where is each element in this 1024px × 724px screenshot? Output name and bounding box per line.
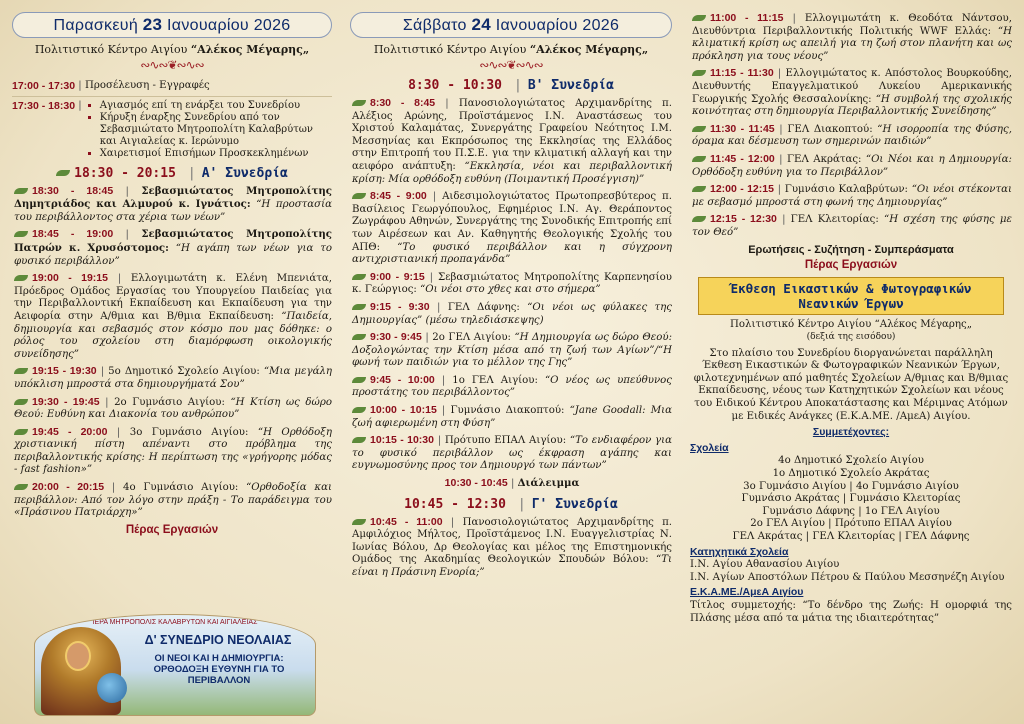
list-item: 19:00 - 19:15 | Ελλογιμωτάτη κ. Ελένη Μπενιάτα, Πρόεδρος Ομάδος Εργασίας του Υπουργείου Παιδείας για την Περιβαλλοντική Εκπαίδευση και Εκπαίδευση για την Αειφορία στην Α/θμια και Β/θμια Εκπαίδευση: “Παιδεία, δημιουργία και σεβασμός στον κόσμο που μας δόθηκε: ο ρόλος του σχολείου στη διαμόρφωση οικολογικής συνείδησης” xyxy=(14,272,332,360)
list-item: 12:00 - 12:15 | Γυμνάσιο Καλαβρύτων: “Οι νέοι στέκονται με σεβασμό μπροστά στη φωνή της Δημιουργίας” xyxy=(692,183,1012,208)
talk-title: “Ο νέος ως υπεύθυνος προστάτης του περιβάλλοντος” xyxy=(352,374,672,399)
time: 9:30 - 9:45 xyxy=(370,331,422,344)
speaker: 2ο ΓΕΛ Αιγίου: xyxy=(432,332,511,344)
schools-block xyxy=(690,442,1012,456)
leaf-icon xyxy=(352,193,366,199)
venue xyxy=(12,43,332,56)
session-time: 8:30 - 10:30 xyxy=(408,78,502,93)
session-b-header: 8:30 - 10:30 | Β' Συνεδρία xyxy=(408,78,614,93)
divider xyxy=(12,96,332,97)
speaker: 3ο Γυμνάσιο Αιγίου: xyxy=(129,426,249,438)
break-text: Διάλειμμα xyxy=(517,477,580,490)
talk-title: “Παιδεία, δημιουργία και σεβασμός στον κόσμο που μας δόθηκε: ο ρόλος του σχολείου στη διαμόρφωση οικολογικής συνείδησης” xyxy=(14,310,332,360)
list-item: 18:30 - 18:45 | Σεβασμιώτατος Μητροπολίτης Δημητριάδος και Αλμυρού κ. Ιγνάτιος: “Η προστασία του περιβάλλοντος στα χέρια των νέων” xyxy=(14,184,332,223)
session-a-header xyxy=(12,166,332,181)
ornament-divider: ∾∿∾❦∾∿∾ xyxy=(479,58,543,72)
leaf-icon xyxy=(352,304,366,310)
session-label: Α' Συνεδρία xyxy=(201,165,288,181)
talk-title: “Η κλιματική κρίση ως απειλή για τη ζωή στον πλανήτη και ως πρόκληση για τους νέους” xyxy=(692,25,1012,62)
list-item: 19:45 - 20:00 | 3ο Γυμνάσιο Αιγίου: “Η Ορθόδοξη χριστιανική πίστη απέναντι στο πρόβλημα της περιβαλλοντικής κρίσης: Η περίπτωση της «γρήγορης μόδας - fast fashion»” xyxy=(14,425,332,476)
time: 19:15 - 19:30 xyxy=(32,365,97,378)
discussion-label: Ερωτήσεις - Συζήτηση - Συμπεράσματα xyxy=(748,243,954,256)
item-text: Κήρυξη έναρξης Συνεδρίου από τον Σεβασμιώτατο Μητροπολίτη Καλαβρύτων και Αιγιαλείας κ. Ιερώνυμο xyxy=(99,111,313,147)
list-item xyxy=(100,148,332,160)
speaker: ΓΕΛ Κλειτορίας: xyxy=(790,214,879,226)
talk-title: “Η συμβολή της σχολικής κοινότητας στη δημιουργία Περιβαλλοντικής Συνείδησης” xyxy=(692,93,1012,118)
friday-header xyxy=(12,12,332,38)
divider: | xyxy=(78,99,82,111)
speaker: Σεβασμιώτατος Μητροπολίτης Πατρών κ. Χρυσόστομος: xyxy=(14,228,332,254)
talk-title: “Ορθοδοξία και περιβάλλον: Από τον λόγο στην πράξη - Το παράδειγμα του «Πράσινου Πατριάρχη»” xyxy=(14,482,332,519)
list-item: 10:00 - 10:15 | Γυμνάσιο Διακοπτού: “Jane Goodall: Μια ζωή αφιερωμένη στη Φύση” xyxy=(352,404,672,429)
speaker: ΓΕΛ Ακράτας: xyxy=(786,153,862,165)
opening-list xyxy=(82,100,332,160)
leaf-icon xyxy=(352,407,366,413)
time: 9:15 - 9:30 xyxy=(370,300,430,313)
talk-title: “Εκκλησία, νέοι και περιβαλλοντική κρίση: Μία ορθόδοξη ευθύνη (Ποιμαντική Προσέγγιση)” xyxy=(352,160,672,185)
ekame-label: Ε.Κ.Α.ΜΕ./ΑμεΑ Αιγίου xyxy=(690,586,804,599)
opening-row xyxy=(12,100,332,160)
list-item: 9:30 - 9:45 | 2ο ΓΕΛ Αιγίου: “Η Δημιουργία ως δώρο Θεού: Δοξολογώντας την Κτίση μέσα από τη ζωή των Αγίων”/“Η φωνή των παιδιών για το μέλλον της Γης” xyxy=(352,331,672,369)
time: 11:45 - 12:00 xyxy=(710,152,775,165)
month-year: Ιανουαρίου 2026 xyxy=(495,17,620,34)
list-item: 9:00 - 9:15 | Σεβασμιώτατος Μητροπολίτης Καρπενησίου κ. Γεώργιος: “Οι νέοι στο χθες και στο σήμερα” xyxy=(352,270,672,296)
talk-title: “Οι νέοι ως φύλακες της Δημιουργίας” (μέσω τηλεδιάσκεψης) xyxy=(352,301,672,326)
school-line: Γυμνάσιο Ακράτας | Γυμνάσιο Κλειτορίας xyxy=(741,493,961,505)
time: 9:00 - 9:15 xyxy=(370,270,425,283)
time: 12:00 - 12:15 xyxy=(710,183,774,196)
day-number: 24 xyxy=(471,15,491,34)
talk-title: “Οι νέοι στέκονται με σεβασμό μπροστά στη φωνή της Δημιουργίας” xyxy=(692,184,1012,208)
talk-title: “Τι είναι η Πράσινη Ενορία;” xyxy=(352,554,672,578)
speaker: 4ο Γυμνάσιο Αιγίου: xyxy=(123,482,239,494)
talk-title: “Η προστασία του περιβάλλοντος στα χέρια των νέων” xyxy=(14,199,332,223)
talk-title: “Η Δημιουργία ως δώρο Θεού: Δοξολογώντας την Κτίση μέσα από τη ζωή των Αγίων”/“Η φωνή των παιδιών για το μέλλον της Γης” xyxy=(352,332,672,369)
leaf-icon xyxy=(14,368,28,374)
day-number: 23 xyxy=(142,15,163,34)
speaker: Σεβασμιώτατος Μητροπολίτης Καρπενησίου κ. Γεώργιος: xyxy=(352,271,672,296)
speaker: 1ο ΓΕΛ Αιγίου: xyxy=(452,374,538,386)
speaker: Αιδεσιμολογιώτατος Πρωτοπρεσβύτερος π. Βασίλειος Γεωργόπουλος, Εφημέριος Ι.Ν. Αγ. Θεράποντος Ζωγράφου Αθηνών, Συνεργάτης της Συνοδικής Επιτροπής επί των Αιρέσεων και Αν. Καθηγητής Θεολογικής Σχολής του ΑΠΘ: xyxy=(352,191,672,253)
time: 10:30 - 10:45 xyxy=(444,477,508,490)
list-item: 9:15 - 9:30 | ΓΕΛ Δάφνης: “Οι νέοι ως φύλακες της Δημιουργίας” (μέσω τηλεδιάσκεψης) xyxy=(352,300,672,326)
talk-title: “Οι νέοι στο χθες και στο σήμερα” xyxy=(420,284,601,296)
session-label: Β' Συνεδρία xyxy=(527,78,614,93)
leaf-icon xyxy=(692,70,706,76)
talk-title: “Μια μεγάλη υπόκλιση μπροστά στα δημιουργήματά Σου” xyxy=(14,366,332,390)
list-item xyxy=(100,100,332,112)
time: 19:00 - 19:15 xyxy=(32,272,108,285)
speaker: Πρότυπο ΕΠΑΛ Αιγίου: xyxy=(444,435,567,447)
talk-title: “Η Ορθόδοξη χριστιανική πίστη απέναντι στο πρόβλημα της περιβαλλοντικής κρίσης: Η περίπτωση της «γρήγορης μόδας - fast fashion»” xyxy=(14,426,332,476)
list-item: 10:45 - 11:00 | Πανοσιολογιώτατος Αρχιμανδρίτης π. Αμφιλόχιος Μήλτος, Προϊστάμενος Ι.Ν. Ευαγγελιστρίας Ν. Ιωνίας Βόλου, Δρ Θεολογίας και μέλος της Επιστημονικής Ομάδος της Ακαδημίας Θεολογικών Σπουδών Βόλου: “Τι είναι η Πράσινη Ενορία;” xyxy=(352,515,672,578)
leaf-icon xyxy=(14,484,28,490)
speaker: Γυμνάσιο Καλαβρύτων: xyxy=(784,184,908,196)
item-text: Αγιασμός επί τη ενάρξει του Συνεδρίου xyxy=(99,99,301,111)
session-c-header: 10:45 - 12:30 | Γ' Συνεδρία xyxy=(404,496,618,512)
talk-title: “Η σχέση της φύσης με τον Θεό” xyxy=(692,214,1012,238)
leaf-icon xyxy=(692,186,706,192)
venue-prefix: Πολιτιστικό Κέντρο Αιγίου xyxy=(34,43,188,56)
time: 20:00 - 20:15 xyxy=(32,481,105,494)
school-line: 1ο Δημοτικό Σχολείο Ακράτας xyxy=(772,468,930,480)
talk-title: “Οι Νέοι και η Δημιουργία: Ορθόδοξη ευθύνη για το Περιβάλλον” xyxy=(692,153,1012,178)
school-line: 3ο Γυμνάσιο Αιγίου | 4ο Γυμνάσιο Αιγίου xyxy=(743,480,959,492)
list-item: 11:00 - 11:15 | Ελλογιμωτάτη κ. Θεοδότα Νάντσου, Διευθύντρια Περιβαλλοντικής Πολιτικής WWF Ελλάς: “Η κλιματική κρίση ως απειλή για τη ζωή στον πλανήτη και ως πρόκληση για τους νέους” xyxy=(692,12,1012,62)
speaker: Πανοσιολογιώτατος Αρχιμανδρίτης π. Αλέξιος Αρώνης, Προϊστάμενος Ι.Ν. Αναστάσεως του Χριστού Καλαμάτας, Συνεργάτης Γραφείου Νεότητος Ι.Μ. Μεσσηνίας και Εκπρόσωπος της Εκκλησίας της Ελλάδος στην Επιτροπή του Π.Σ.Ε. για την κλιματική αλλαγή και την αειφόρο ανάπτυξη: xyxy=(352,98,672,172)
friday-talks xyxy=(12,185,332,520)
leaf-icon xyxy=(352,519,366,525)
session-label: Γ' Συνεδρία xyxy=(531,496,618,512)
school-line: Γυμνάσιο Δάφνης | 1ο ΓΕΛ Αιγίου xyxy=(762,505,940,517)
break-row: 10:30 - 10:45 | Διάλειμμα xyxy=(444,477,580,490)
icon-face xyxy=(65,641,91,671)
day-name: Παρασκευή xyxy=(53,17,139,34)
session-time: 18:30 - 20:15 xyxy=(74,165,176,181)
list-item: 19:15 - 19:30 | 5ο Δημοτικό Σχολείο Αιγίου: “Μια μεγάλη υπόκλιση μπροστά στα δημιουργήματά Σου” xyxy=(14,365,332,390)
time: 10:15 - 10:30 xyxy=(370,434,434,447)
talk-title: “Jane Goodall: Μια ζωή αφιερωμένη στη Φύση” xyxy=(352,405,672,429)
list-item: 11:30 - 11:45 | ΓΕΛ Διακοπτού: “Η ισορροπία της Φύσης, όραμα και δέσμευση των σημερινών παιδιών” xyxy=(692,122,1012,148)
month-year: Ιανουαρίου 2026 xyxy=(167,17,291,34)
leaf-icon xyxy=(14,399,28,405)
leaf-icon xyxy=(14,275,28,281)
time: 18:30 - 18:45 xyxy=(32,184,114,197)
leaf-icon xyxy=(352,437,366,443)
time: 17:30 - 18:30 xyxy=(12,99,76,112)
arrival-text: Προσέλευση - Εγγραφές xyxy=(84,80,210,91)
school-line: 4ο Δημοτικό Σχολείο Αιγίου xyxy=(778,455,924,467)
list-item: 12:15 - 12:30 | ΓΕΛ Κλειτορίας: “Η σχέση της φύσης με τον Θεό” xyxy=(692,213,1012,238)
list-item: 11:15 - 11:30 | Ελλογιμώτατος κ. Απόστολος Βουρκούδης, Διευθυντής Επαγγελματικού Λυκείου Αμερικανικής Γεωργικής Σχολής Θεσσαλονίκης: “Η συμβολή της σχολικής κοινότητας στη δημιουργία Περιβαλλοντικής Συνείδησης” xyxy=(692,67,1012,118)
saturday-header xyxy=(350,12,672,38)
arrival-row xyxy=(12,80,332,93)
speaker: Γυμνάσιο Διακοπτού: xyxy=(450,405,565,417)
time: 8:45 - 9:00 xyxy=(370,190,427,203)
time: 11:30 - 11:45 xyxy=(710,122,775,135)
catechism-line: Ι.Ν. Αγίου Αθανασίου Αιγίου xyxy=(690,559,840,571)
speaker: 2ο Γυμνάσιο Αιγίου: xyxy=(114,396,225,408)
exhibition-description: Στο πλαίσιο του Συνεδρίου διοργανώνεται παράλληλη Έκθεση Εικαστικών & Φωτογραφικών Νεανικών Έργων, φιλοτεχνημένων από μαθητές Σχολείων Α/θμιας και Β/θμιας Εκπαίδευσης, νέους των Κατηχητικών Σχολείων και νέους του Ειδικού Κέντρου Αποκατάστασης και Μέριμνας Ατόμων με Ειδικές Ανάγκες (Ε.Κ.Α.ΜΕ. /ΑμεΑ) Αιγίου. xyxy=(693,347,1009,422)
talk-title: “Το ενδιαφέρον για το φυσικό περιβάλλον ως έκφραση αγάπης και ευγνωμοσύνης προς τον Δημιουργό των πάντων” xyxy=(352,435,672,472)
catechism-line: Ι.Ν. Αγίων Αποστόλων Πέτρου & Παύλου Μεσσηνέζη Αιγίου xyxy=(690,571,1005,583)
venue-prefix: Πολιτιστικό Κέντρο Αιγίου xyxy=(373,43,527,56)
venue-name: “Αλέκος Μέγαρης„ xyxy=(190,43,310,56)
speaker: Ελλογιμώτατος κ. Απόστολος Βουρκούδης, Διευθυντής Επαγγελματικού Λυκείου Αμερικανικής Γεωργικής Σχολής Θεσσαλονίκης: xyxy=(692,68,1012,105)
time: 18:45 - 19:00 xyxy=(32,228,114,241)
banner-title: Δ' ΣΥΝΕΔΡΙΟ ΝΕΟΛΑΙΑΣ xyxy=(144,633,292,647)
speaker: Πανοσιολογιώτατος Αρχιμανδρίτης π. Αμφιλόχιος Μήλτος, Προϊστάμενος Ι.Ν. Ευαγγελιστρίας Ν. Ιωνίας Βόλου, Δρ Θεολογίας και μέλος της Επιστημονικής Ομάδος της Ακαδημίας Θεολογικών Σπουδών Βόλου: xyxy=(352,516,672,566)
time: 19:45 - 20:00 xyxy=(32,425,108,438)
list-item: 10:15 - 10:30 | Πρότυπο ΕΠΑΛ Αιγίου: “Το ενδιαφέρον για το φυσικό περιβάλλον ως έκφραση αγάπης και ευγνωμοσύνης προς τον Δημιουργό των πάντων” xyxy=(352,434,672,472)
saturday-column xyxy=(350,0,672,724)
talk-title: “Το φυσικό περιβάλλον και η σύγχρονη αντιχριστιανική προπαγάνδα” xyxy=(352,241,672,266)
list-item xyxy=(100,112,332,148)
school-line: ΓΕΛ Ακράτας | ΓΕΛ Κλειτορίας | ΓΕΛ Δάφνης xyxy=(732,531,970,542)
speaker: Ελλογιμωτάτη κ. Ελένη Μπενιάτα, Πρόεδρος Ομάδος Εργασίας του Υπουργείου Παιδείας για την Περιβαλλοντική Εκπαίδευση και Εκπαίδευση για την Αειφορία στην Α/θμια και Β/θμια Εκπαίδευση: xyxy=(14,273,332,322)
banner-org: ΙΕΡΑ ΜΗΤΡΟΠΟΛΙΣ ΚΑΛΑΒΡΥΤΩΝ ΚΑΙ ΑΙΓΙΑΛΕΙΑΣ xyxy=(92,619,258,626)
talk-title: “Η αγάπη των νέων για το φυσικό περιβάλλον” xyxy=(14,242,332,267)
speaker: Σεβασμιώτατος Μητροπολίτης Δημητριάδος και Αλμυρού κ. Ιγνάτιος: xyxy=(14,184,332,211)
exhibition-note: (δεξιά της εισόδου) xyxy=(806,332,896,343)
list-item: 9:45 - 10:00 | 1ο ΓΕΛ Αιγίου: “Ο νέος ως υπεύθυνος προστάτης του περιβάλλοντος” xyxy=(352,373,672,399)
end-of-proceedings: Πέρας Εργασιών xyxy=(125,523,219,536)
divider: | xyxy=(187,165,196,181)
leaf-icon xyxy=(14,231,28,237)
talk-title: “Η ισορροπία της Φύσης, όραμα και δέσμευση των σημερινών παιδιών” xyxy=(692,123,1012,148)
time: 19:30 - 19:45 xyxy=(32,395,100,408)
participants-heading: Συμμετέχοντες: xyxy=(812,426,890,439)
globe-icon xyxy=(97,673,127,703)
speaker: Ελλογιμωτάτη κ. Θεοδότα Νάντσου, Διευθύντρια Περιβαλλοντικής Πολιτικής WWF Ελλάς: xyxy=(692,13,1012,37)
speaker: ΓΕΛ Δάφνης: xyxy=(447,301,520,313)
exhibition-title: Έκθεση Εικαστικών & Φωτογραφικών Νεανικών Έργων xyxy=(698,277,1004,315)
leaf-icon xyxy=(352,274,366,280)
continuation-column xyxy=(690,0,1012,724)
time: 12:15 - 12:30 xyxy=(710,213,777,226)
list-item: 19:30 - 19:45 | 2ο Γυμνάσιο Αιγίου: “Η Κτίση ως δώρο Θεού: Ευθύνη και Διακονία του ανθρώπου” xyxy=(14,395,332,421)
leaf-icon xyxy=(352,100,366,106)
speaker: ΓΕΛ Διακοπτού: xyxy=(787,123,873,135)
leaf-icon xyxy=(14,429,28,435)
leaf-icon xyxy=(692,126,706,132)
schools-label: Σχολεία xyxy=(690,441,729,454)
time: 8:30 - 8:45 xyxy=(370,97,436,109)
venue xyxy=(350,43,672,56)
session-time: 10:45 - 12:30 xyxy=(404,496,506,512)
leaf-icon xyxy=(14,188,28,194)
time: 11:15 - 11:30 xyxy=(710,67,774,80)
divider: | xyxy=(78,80,82,91)
leaf-icon xyxy=(692,156,706,162)
end-of-proceedings: Πέρας Εργασιών xyxy=(804,258,898,271)
exhibition-venue: Πολιτιστικό Κέντρο Αιγίου “Αλέκος Μέγαρης„ xyxy=(730,318,972,330)
leaf-icon xyxy=(56,170,70,176)
banner-subtitle: ΟΙ ΝΕΟΙ ΚΑΙ Η ΔΗΜΙΟΥΡΓΙΑ: ΟΡΘΟΔΟΞΗ ΕΥΘΥΝΗ ΓΙΑ ΤΟ ΠΕΡΙΒΑΛΛΟΝ xyxy=(153,653,285,686)
time: 11:00 - 11:15 xyxy=(710,12,784,24)
day-name: Σάββατο xyxy=(402,17,467,34)
leaf-icon xyxy=(692,216,706,222)
list-item: 8:45 - 9:00 | Αιδεσιμολογιώτατος Πρωτοπρεσβύτερος π. Βασίλειος Γεωργόπουλος, Εφημέριος Ι.Ν. Αγ. Θεράποντος Ζωγράφου Αθηνών, Συνεργάτης της Συνοδικής Επιτροπής επί των Αιρέσεων και Αν. Καθηγητής Θεολογικής Σχολής του ΑΠΘ: “Το φυσικό περιβάλλον και η σύγχρονη αντιχριστιανική προπαγάνδα” xyxy=(352,190,672,266)
leaf-icon xyxy=(352,377,366,383)
conference-banner xyxy=(34,614,316,716)
leaf-icon xyxy=(692,15,706,21)
list-item: 8:30 - 8:45 | Πανοσιολογιώτατος Αρχιμανδρίτης π. Αλέξιος Αρώνης, Προϊστάμενος Ι.Ν. Αναστάσεως του Χριστού Καλαμάτας, Συνεργάτης Γραφείου Νεότητος Ι.Μ. Μεσσηνίας και Εκπρόσωπος της Εκκλησίας της Ελλάδος στην Επιτροπή του Π.Σ.Ε. για την κλιματική αλλαγή και την αειφόρο ανάπτυξη: “Εκκλησία, νέοι και περιβαλλοντική κρίση: Μία ορθόδοξη ευθύνη (Ποιμαντική Προσέγγιση)” xyxy=(352,97,672,185)
talk-title: “Η Κτίση ως δώρο Θεού: Ευθύνη και Διακονία του ανθρώπου” xyxy=(14,396,332,421)
school-line: 2ο ΓΕΛ Αιγίου | Πρότυπο ΕΠΑΛ Αιγίου xyxy=(750,518,952,530)
leaf-icon xyxy=(352,334,366,340)
speaker: 5ο Δημοτικό Σχολείο Αιγίου: xyxy=(108,366,260,378)
time: 17:00 - 17:30 xyxy=(12,80,76,92)
venue-name: “Αλέκος Μέγαρης„ xyxy=(529,43,649,56)
list-item: 11:45 - 12:00 | ΓΕΛ Ακράτας: “Οι Νέοι και η Δημιουργία: Ορθόδοξη ευθύνη για το Περιβάλλον” xyxy=(692,152,1012,178)
catechism-label: Κατηχητικά Σχολεία xyxy=(690,545,789,558)
item-text: Χαιρετισμοί Επισήμων Προσκεκλημένων xyxy=(99,147,309,159)
ornament-divider: ∾∿∾❦∾∿∾ xyxy=(140,58,204,72)
list-item: 18:45 - 19:00 | Σεβασμιώτατος Μητροπολίτης Πατρών κ. Χρυσόστομος: “Η αγάπη των νέων για το φυσικό περιβάλλον” xyxy=(14,228,332,267)
list-item: 20:00 - 20:15 | 4ο Γυμνάσιο Αιγίου: “Ορθοδοξία και περιβάλλον: Από τον λόγο στην πράξη - Το παράδειγμα του «Πράσινου Πατριάρχη»” xyxy=(14,481,332,519)
ekame-text: Τίτλος συμμετοχής: “Το δένδρο της Ζωής: Η ομορφιά της Πλάσης μέσα από τα μάτια της ιδιαιτερότητας” xyxy=(690,599,1012,624)
time: 9:45 - 10:00 xyxy=(370,373,435,386)
time: 10:00 - 10:15 xyxy=(370,404,437,417)
time: 10:45 - 11:00 xyxy=(370,515,443,528)
